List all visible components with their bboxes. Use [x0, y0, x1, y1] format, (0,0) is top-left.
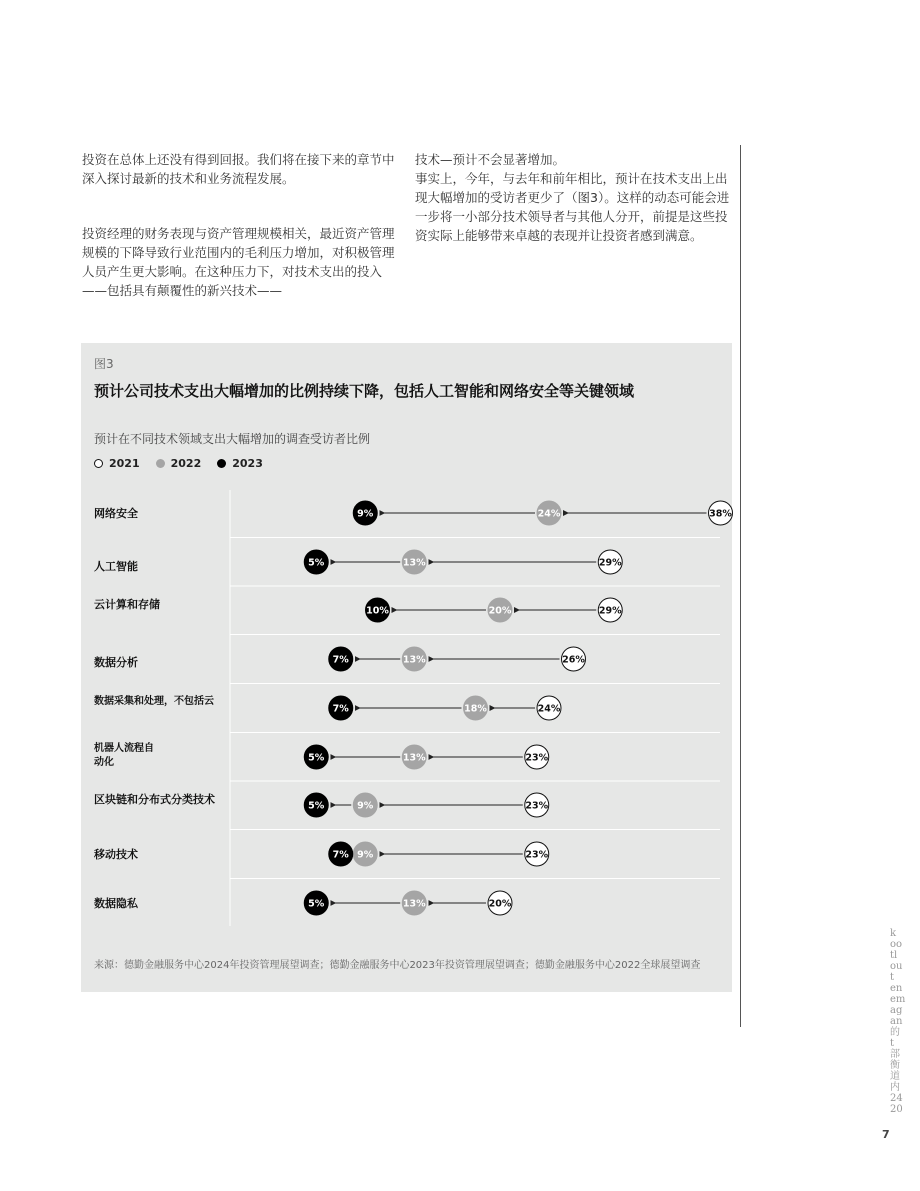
dot-2022-label: 13% [402, 557, 426, 569]
category-label [94, 741, 154, 768]
dot-2022-label: 9% [357, 849, 374, 861]
dot-2023-label: 5% [308, 557, 325, 569]
dot-2021-label: 38% [709, 508, 732, 520]
chart-subtitle: 预计在不同技术领域支出大幅增加的调查受访者比例 [94, 432, 371, 446]
dot-2022-label: 20% [488, 605, 512, 617]
dot-2021-label: 23% [525, 752, 549, 764]
dot-2022-label: 9% [357, 800, 374, 812]
category-label: 云计算和存储 [94, 598, 160, 611]
dot-2021-label: 29% [598, 557, 622, 569]
dot-2023-label: 7% [332, 654, 349, 666]
figure-source: 来源：德勤金融服务中心2024年投资管理展望调查；德勤金融服务中心2023年投资管理展望调查；德勤金融服务中心2022全球展望调查 [94, 960, 701, 971]
sidebar-vertical-text: k oo tl ou t en em ag an 的 t 部 衡 道 内 24 20 [890, 928, 906, 1115]
category-label: 数据隐私 [94, 897, 138, 910]
dot-2022-label: 18% [464, 703, 487, 715]
dot-2021-label: 23% [525, 849, 549, 861]
dot-2023-label: 7% [332, 849, 349, 861]
dot-2023-label: 5% [308, 898, 325, 910]
category-label: 网络安全 [94, 507, 138, 520]
dot-2022-label: 13% [402, 654, 426, 666]
legend-label-2021: 2021 [109, 457, 140, 470]
dot-2021-label: 26% [562, 654, 585, 666]
dot-2022-label: 13% [402, 898, 426, 910]
category-label-line: 动化 [94, 757, 114, 768]
category-label: 移动技术 [94, 848, 138, 861]
dot-2023-label: 5% [308, 800, 325, 812]
category-label: 人工智能 [94, 560, 138, 573]
category-label: 数据分析 [94, 656, 138, 669]
dot-2021-label: 23% [525, 800, 549, 812]
dot-2022-label: 24% [537, 508, 561, 520]
dot-2021-label: 24% [537, 703, 561, 715]
legend-label-2022: 2022 [170, 457, 202, 470]
body-text-left-1: 投资在总体上还没有得到回报。我们将在接下来的章节中深入探讨最新的技术和业务流程发展。 [82, 152, 395, 186]
dot-2022-label: 13% [402, 752, 426, 764]
category-label-line: 机器人流程自 [94, 743, 154, 754]
dot-2021-label: 20% [488, 898, 512, 910]
page-number: 7 [882, 1128, 890, 1141]
category-label: 数据采集和处理，不包括云 [94, 696, 214, 707]
dot-2023-label: 5% [308, 752, 325, 764]
dot-2023-label: 10% [366, 605, 389, 617]
body-text-left-2: 投资经理的财务表现与资产管理规模相关，最近资产管理规模的下降导致行业范围内的毛利压力增加，对积极管理人员产生更大影响。在这种压力下，对技术支出的投入——包括具有颠覆性的新兴技术—— [82, 226, 395, 298]
dot-2023-label: 9% [357, 508, 374, 520]
dot-2021-label: 29% [598, 605, 622, 617]
body-text-right: 技术—预计不会显著增加。 事实上，今年，与去年和前年相比，预计在技术支出上出现大幅增加的受访者更少了（图3）。这样的动态可能会进一步将一小部分技术领导者与其他人分开，前提是这些投资实际上能够带来卓越的表现并让投资者感到满意。 [415, 152, 730, 243]
chart-title: 预计公司技术支出大幅增加的比例持续下降，包括人工智能和网络安全等关键领域 [94, 382, 635, 400]
dot-2023-label: 7% [332, 703, 349, 715]
legend-label-2023: 2023 [232, 457, 263, 470]
category-label: 区块链和分布式分类技术 [94, 793, 215, 806]
figure-label: 图3 [94, 357, 114, 371]
